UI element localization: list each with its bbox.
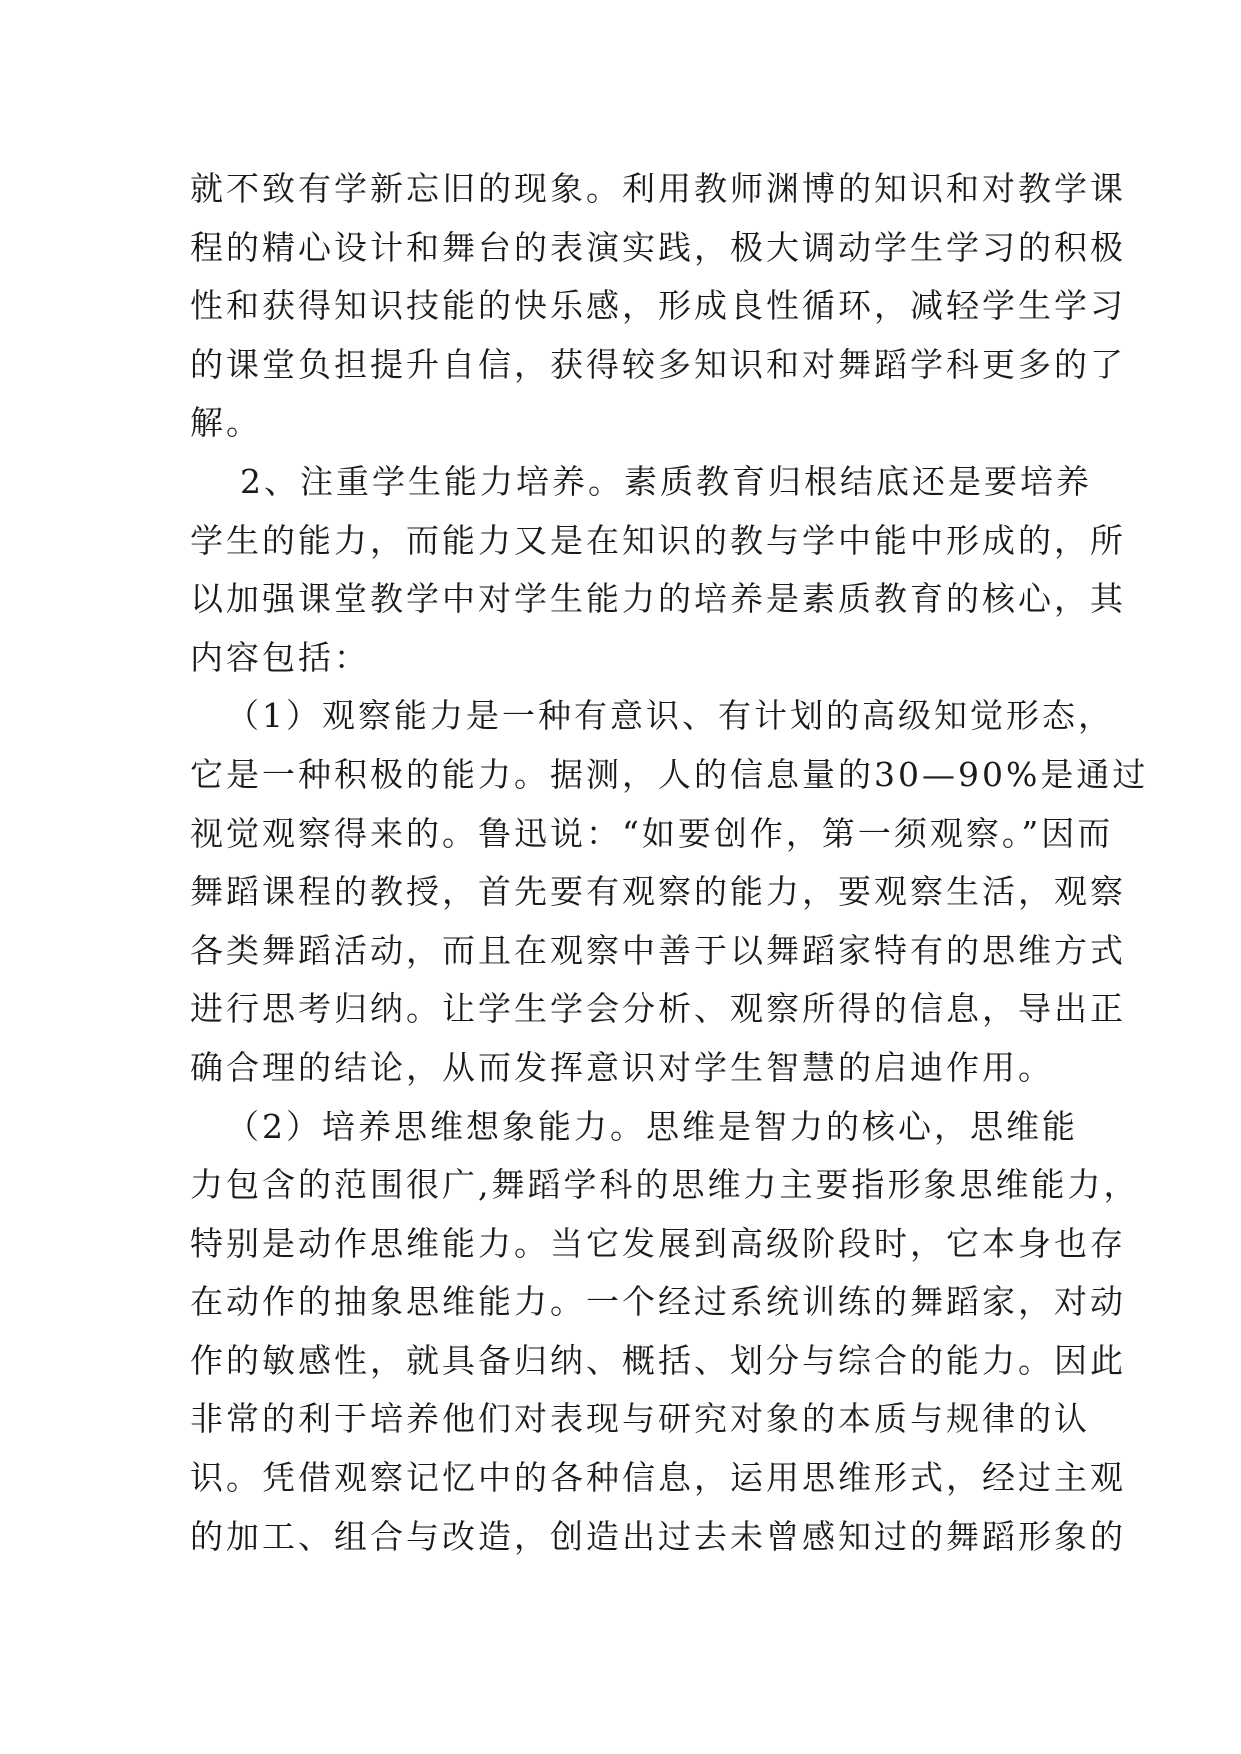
text-line: 视觉观察得来的。鲁迅说：“如要创作，第一须观察。”因而 (190, 813, 1114, 853)
text-line: 就不致有学新忘旧的现象。利用教师渊博的知识和对教学课 (190, 169, 1126, 208)
text-line: 解。 (190, 403, 262, 443)
text-line: 识。凭借观察记忆中的各种信息，运用思维形式，经过主观 (190, 1458, 1126, 1498)
body-text (190, 160, 1149, 1566)
text-line: 程的精心设计和舞台的表演实践，极大调动学生学习的积极 (190, 227, 1126, 267)
text-line: 作的敏感性，就具备归纳、概括、划分与综合的能力。因此 (190, 1340, 1126, 1380)
text-line: 非常的利于培养他们对表现与研究对象的本质与规律的认 (190, 1399, 1090, 1439)
text-line: 的加工、组合与改造，创造出过去未曾感知过的舞蹈形象的 (190, 1516, 1126, 1556)
text-line: 进行思考归纳。让学生学会分析、观察所得的信息，导出正 (190, 989, 1126, 1029)
text-line: 力包含的范围很广,舞蹈学科的思维力主要指形象思维能力， (190, 1165, 1140, 1205)
text-line: 特别是动作思维能力。当它发展到高级阶段时，它本身也存 (190, 1223, 1126, 1263)
text-line-item-1: （1）观察能力是一种有意识、有计划的高级知觉形态， (226, 696, 1114, 736)
text-line: 确合理的结论，从而发挥意识对学生智慧的启迪作用。 (190, 1047, 1054, 1087)
text-line: 的课堂负担提升自信，获得较多知识和对舞蹈学科更多的了 (190, 344, 1126, 384)
text-line: 性和获得知识技能的快乐感，形成良性循环，减轻学生学习 (190, 286, 1126, 326)
text-line: 以加强课堂教学中对学生能力的培养是素质教育的核心，其 (190, 579, 1126, 619)
text-line-item-2: （2）培养思维想象能力。思维是智力的核心，思维能 (226, 1106, 1078, 1146)
text-line: 内容包括： (190, 637, 370, 677)
text-line: 舞蹈课程的教授，首先要有观察的能力，要观察生活，观察 (190, 872, 1126, 912)
text-line: 各类舞蹈活动，而且在观察中善于以舞蹈家特有的思维方式 (190, 930, 1126, 970)
text-line: 在动作的抽象思维能力。一个经过系统训练的舞蹈家，对动 (190, 1282, 1126, 1322)
text-line: 它是一种积极的能力。据测，人的信息量的30—90%是通过 (190, 754, 1149, 794)
text-line: 学生的能力，而能力又是在知识的教与学中能中形成的，所 (190, 520, 1126, 560)
text-line-section-heading: 2、注重学生能力培养。素质教育归根结底还是要培养 (240, 461, 1092, 501)
